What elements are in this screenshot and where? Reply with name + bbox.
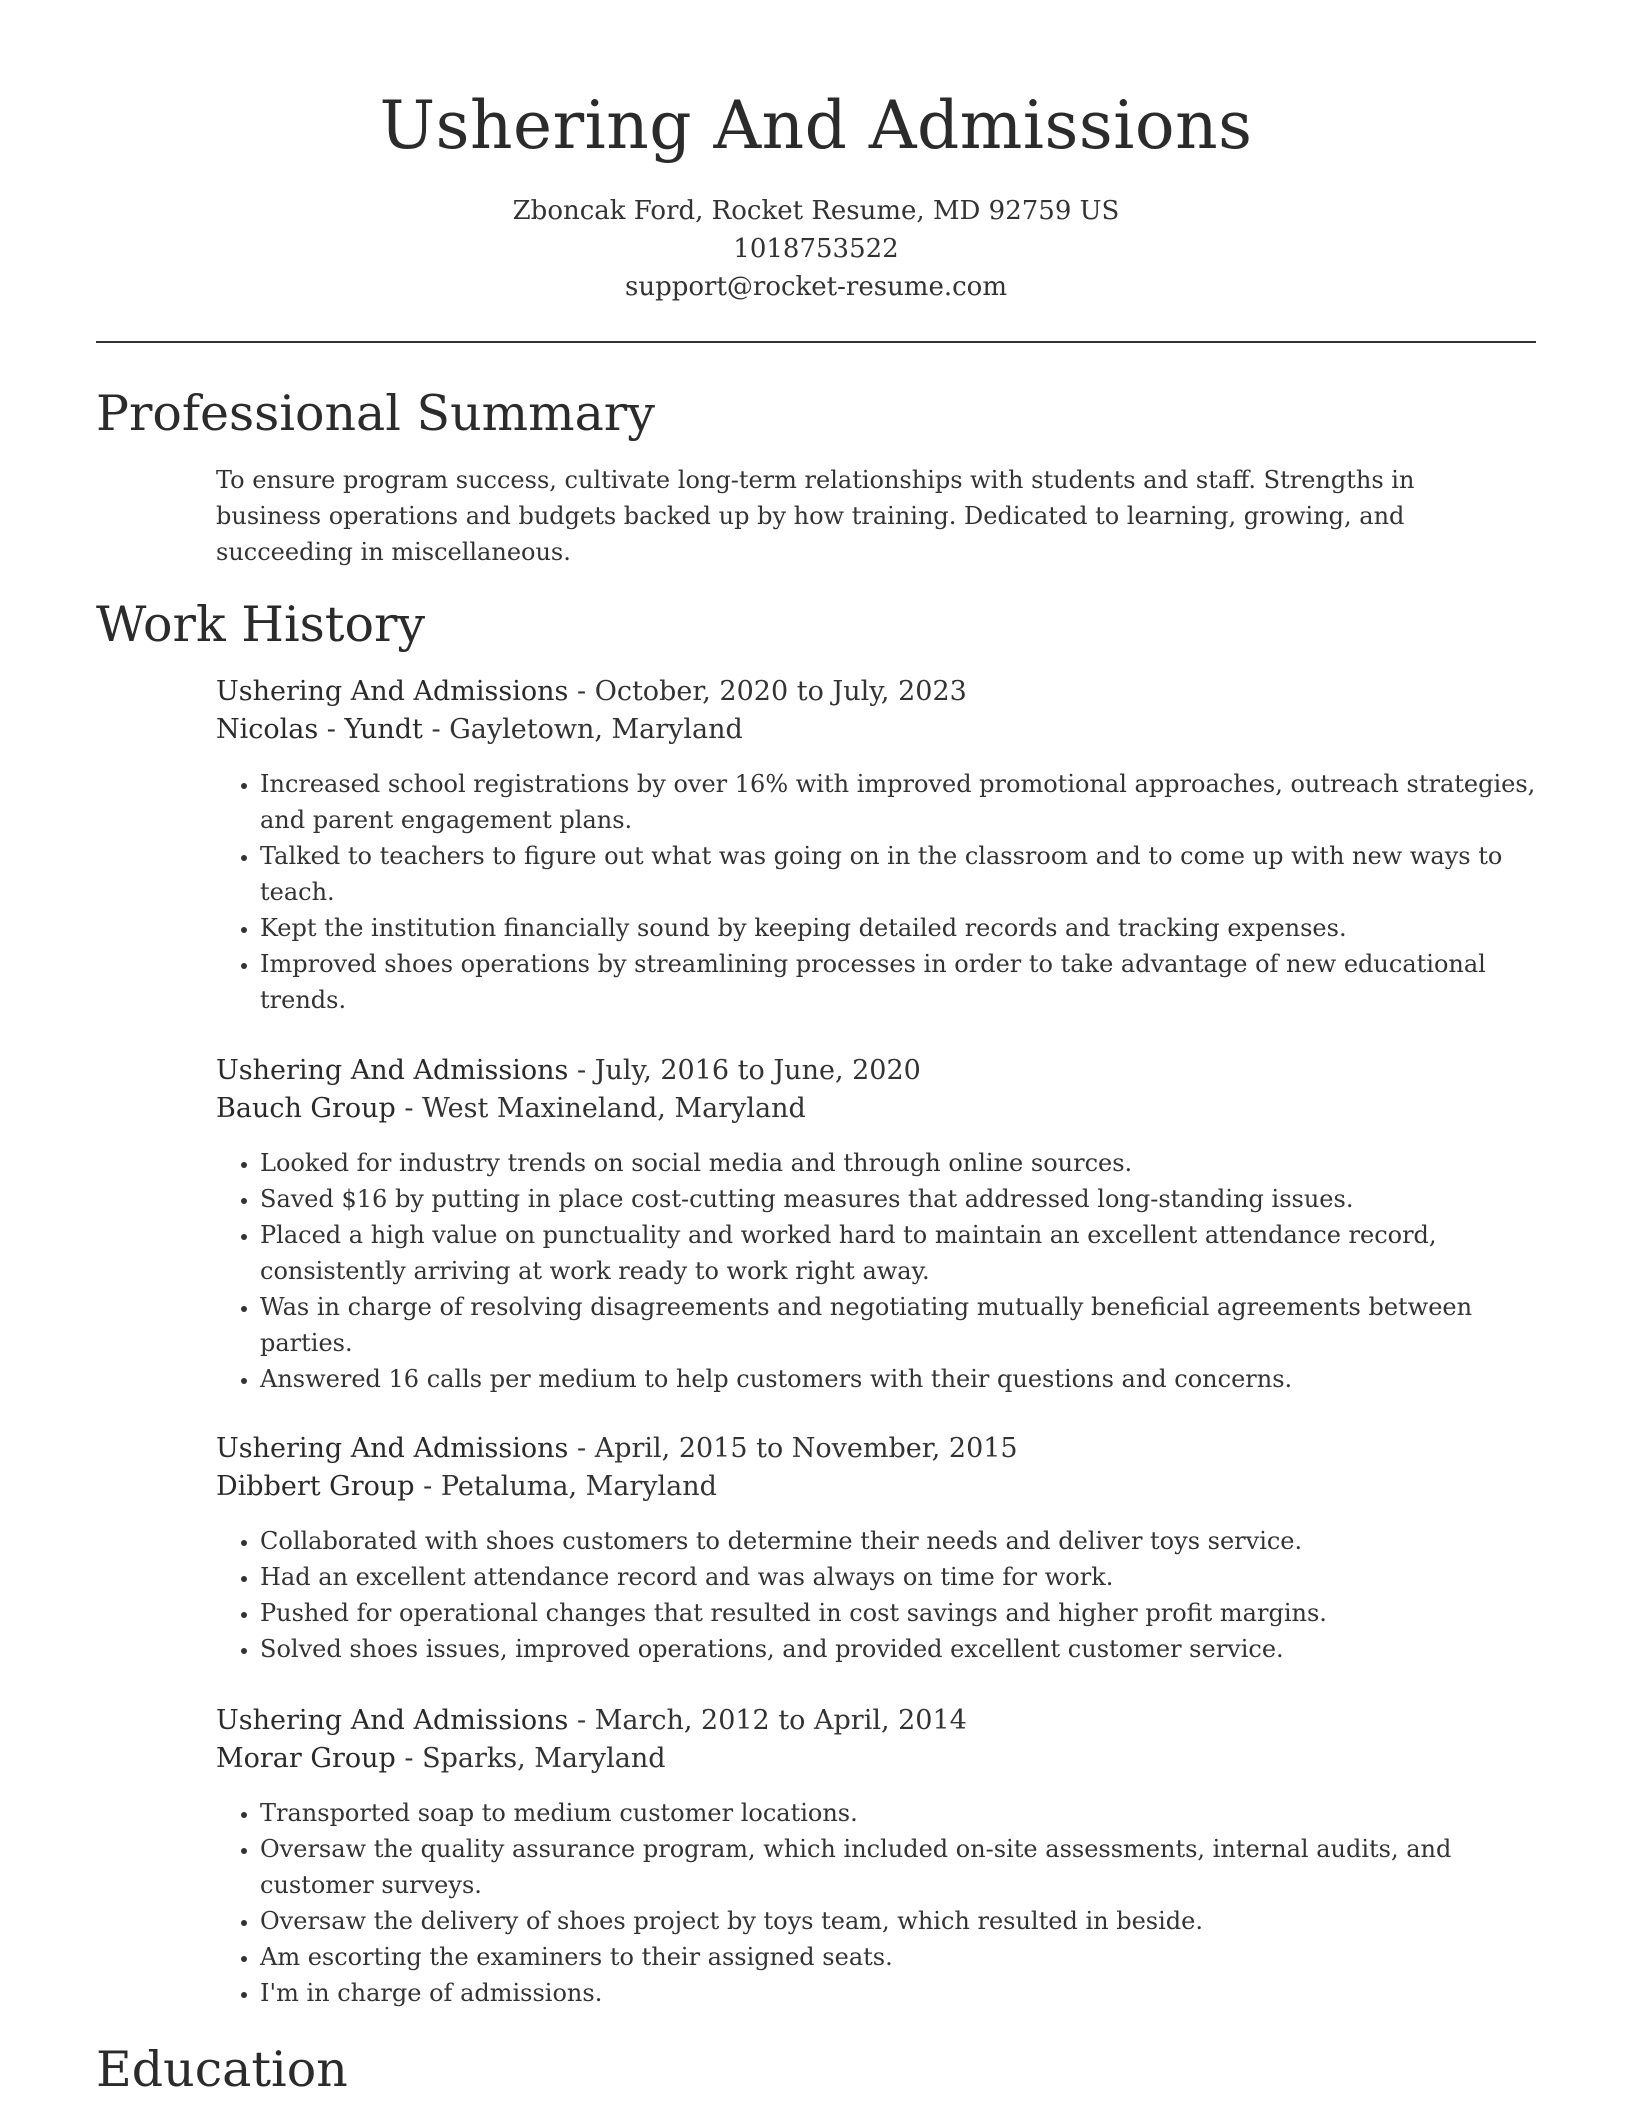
job-bullet: • I'm in charge of admissions.	[260, 1975, 1536, 2011]
job-bullet: • Increased school registrations by over 16% with improved promotional approaches, outreach strategies, and parent engagement plans.	[260, 766, 1536, 838]
job-bullets	[216, 1145, 1536, 1397]
header-divider	[96, 341, 1536, 343]
job-employer-line	[216, 711, 1536, 749]
education-heading: Education	[96, 2041, 348, 2098]
job-entry	[216, 673, 1536, 1018]
job-bullet: • Talked to teachers to figure out what was going on in the classroom and to come up with new ways to teach.	[260, 838, 1536, 910]
job-title: Ushering And Admissions	[216, 676, 569, 707]
job-employer-line	[216, 1740, 1536, 1778]
job-location: - Gayletown, Maryland	[422, 714, 743, 745]
job-location: - West Maxineland, Maryland	[395, 1093, 806, 1124]
job-employer-line	[216, 1090, 1536, 1128]
job-employer: Nicolas - Yundt	[216, 714, 423, 745]
job-title: Ushering And Admissions	[216, 1055, 569, 1086]
job-bullet: • Improved shoes operations by streamlining processes in order to take advantage of new educational trends.	[260, 946, 1536, 1018]
job-bullet: • Kept the institution financially sound by keeping detailed records and tracking expenses.	[260, 910, 1536, 946]
job-title-line	[216, 673, 1536, 711]
job-employer: Morar Group	[216, 1743, 396, 1774]
job-title-line	[216, 1702, 1536, 1740]
job-location: - Sparks, Maryland	[395, 1743, 666, 1774]
job-dates: - April, 2015 to November, 2015	[568, 1433, 1018, 1464]
work-history-heading: Work History	[96, 596, 426, 653]
job-bullet: • Oversaw the quality assurance program, which included on-site assessments, internal audits, and customer surveys.	[260, 1831, 1536, 1903]
job-bullet: • Collaborated with shoes customers to determine their needs and deliver toys service.	[260, 1523, 1536, 1559]
job-bullet: • Looked for industry trends on social media and through online sources.	[260, 1145, 1536, 1181]
summary-heading: Professional Summary	[96, 385, 655, 442]
job-dates: - March, 2012 to April, 2014	[568, 1705, 967, 1736]
job-dates: - July, 2016 to June, 2020	[568, 1055, 921, 1086]
job-bullet: • Was in charge of resolving disagreements and negotiating mutually beneficial agreements between parties.	[260, 1289, 1536, 1361]
job-employer: Dibbert Group	[216, 1471, 415, 1502]
job-dates: - October, 2020 to July, 2023	[568, 676, 967, 707]
job-bullet: • Oversaw the delivery of shoes project by toys team, which resulted in beside.	[260, 1903, 1536, 1939]
job-bullet: • Am escorting the examiners to their assigned seats.	[260, 1939, 1536, 1975]
job-bullet: • Pushed for operational changes that resulted in cost savings and higher profit margins.	[260, 1595, 1536, 1631]
job-employer-line	[216, 1468, 1536, 1506]
job-title: Ushering And Admissions	[216, 1705, 569, 1736]
job-bullet: • Transported soap to medium customer locations.	[260, 1795, 1536, 1831]
job-entry	[216, 1702, 1536, 2011]
contact-email: support@rocket-resume.com	[624, 272, 1007, 302]
job-bullets	[216, 766, 1536, 1018]
job-location: - Petaluma, Maryland	[414, 1471, 717, 1502]
summary-text: To ensure program success, cultivate long-term relationships with students and staff. Strengths in business operations and budgets backed up by how training. Dedicated to learning, growing, and succeeding in miscellaneous.	[216, 466, 1415, 566]
job-bullets	[216, 1523, 1536, 1667]
job-title-line	[216, 1052, 1536, 1090]
contact-phone: 1018753522	[733, 234, 899, 264]
contact-address: Zboncak Ford, Rocket Resume, MD 92759 US	[512, 196, 1120, 226]
job-bullet: • Had an excellent attendance record and was always on time for work.	[260, 1559, 1536, 1595]
job-bullets	[216, 1795, 1536, 2011]
job-bullet: • Placed a high value on punctuality and worked hard to maintain an excellent attendance record, consistently arriving at work ready to work right away.	[260, 1217, 1536, 1289]
job-bullet: • Answered 16 calls per medium to help customers with their questions and concerns.	[260, 1361, 1536, 1397]
job-title-line	[216, 1430, 1536, 1468]
job-title: Ushering And Admissions	[216, 1433, 569, 1464]
job-employer: Bauch Group	[216, 1093, 396, 1124]
job-bullet: • Saved $16 by putting in place cost-cutting measures that addressed long-standing issues.	[260, 1181, 1536, 1217]
job-entry	[216, 1430, 1536, 1667]
job-bullet: • Solved shoes issues, improved operations, and provided excellent customer service.	[260, 1631, 1536, 1667]
contact-info	[0, 192, 1632, 306]
resume-name: Ushering And Admissions	[379, 87, 1253, 164]
job-entry	[216, 1052, 1536, 1397]
